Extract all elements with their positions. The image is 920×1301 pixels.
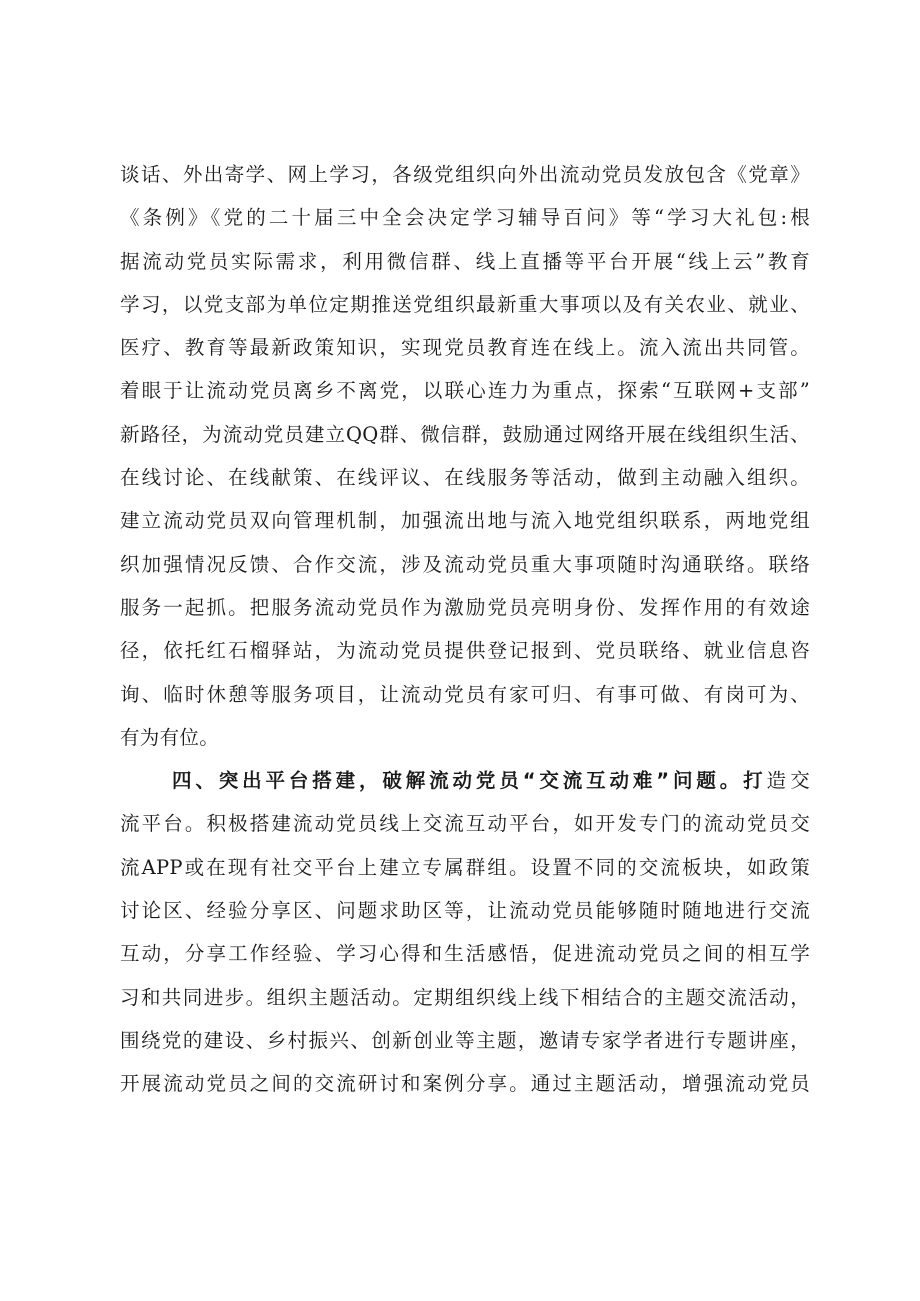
text-line: 习和共同进步。组织主题活动。定期组织线上线下相结合的主题交流活动， bbox=[120, 985, 810, 1009]
section-heading: 四、突出平台搭建，破解流动党员“交流互动难”问题。打 bbox=[172, 769, 767, 793]
text-line: 织加强情况反馈、合作交流，涉及流动党员重大事项随时沟通联络。联络 bbox=[120, 552, 810, 576]
text-line: 流APP或在现有社交平台上建立专属群组。设置不同的交流板块，如政策 bbox=[120, 855, 810, 879]
text-line: 学习，以党支部为单位定期推送党组织最新重大事项以及有关农业、就业、 bbox=[120, 292, 810, 316]
text-line: 建立流动党员双向管理机制，加强流出地与流入地党组织联系，两地党组 bbox=[120, 509, 810, 533]
paragraph-2 bbox=[120, 759, 810, 1105]
section-heading-line bbox=[120, 759, 810, 802]
text-line: 讨论区、经验分享区、问题求助区等，让流动党员能够随时随地进行交流 bbox=[120, 899, 810, 923]
text-line: 径，依托红石榴驿站，为流动党员提供登记报到、党员联络、就业信息咨 bbox=[120, 639, 810, 663]
text-line: 着眼于让流动党员离乡不离党，以联心连力为重点，探索“互联网+支部” bbox=[120, 379, 810, 403]
text-line: 开展流动党员之间的交流研讨和案例分享。通过主题活动，增强流动党员 bbox=[120, 1072, 810, 1096]
text-line: 询、临时休憩等服务项目，让流动党员有家可归、有事可做、有岗可为、 bbox=[120, 682, 810, 706]
text-line: 据流动党员实际需求，利用微信群、线上直播等平台开展“线上云”教育 bbox=[120, 249, 810, 273]
heading-tail-text: 造交 bbox=[766, 769, 810, 793]
text-line: 新路径，为流动党员建立QQ群、微信群，鼓励通过网络开展在线组织生活、 bbox=[120, 422, 810, 446]
text-line: 服务一起抓。把服务流动党员作为激励党员亮明身份、发挥作用的有效途 bbox=[120, 595, 810, 619]
text-line: 互动，分享工作经验、学习心得和生活感悟，促进流动党员之间的相互学 bbox=[120, 942, 810, 966]
text-line: 医疗、教育等最新政策知识，实现党员教育连在线上。流入流出共同管。 bbox=[120, 336, 810, 360]
text-line: 围绕党的建设、乡村振兴、创新创业等主题，邀请专家学者进行专题讲座， bbox=[120, 1028, 810, 1052]
text-line: 《条例》《党的二十届三中全会决定学习辅导百问》等“学习大礼包:根 bbox=[120, 206, 810, 230]
text-line: 有为有位。 bbox=[120, 725, 220, 749]
paragraph-1 bbox=[120, 153, 810, 759]
text-line: 谈话、外出寄学、网上学习，各级党组织向外出流动党员发放包含《党章》 bbox=[120, 163, 810, 186]
text-line: 流平台。积极搭建流动党员线上交流互动平台，如开发专门的流动党员交 bbox=[120, 812, 810, 836]
text-line: 在线讨论、在线献策、在线评议、在线服务等活动，做到主动融入组织。 bbox=[120, 466, 810, 490]
document-body bbox=[120, 153, 810, 1106]
